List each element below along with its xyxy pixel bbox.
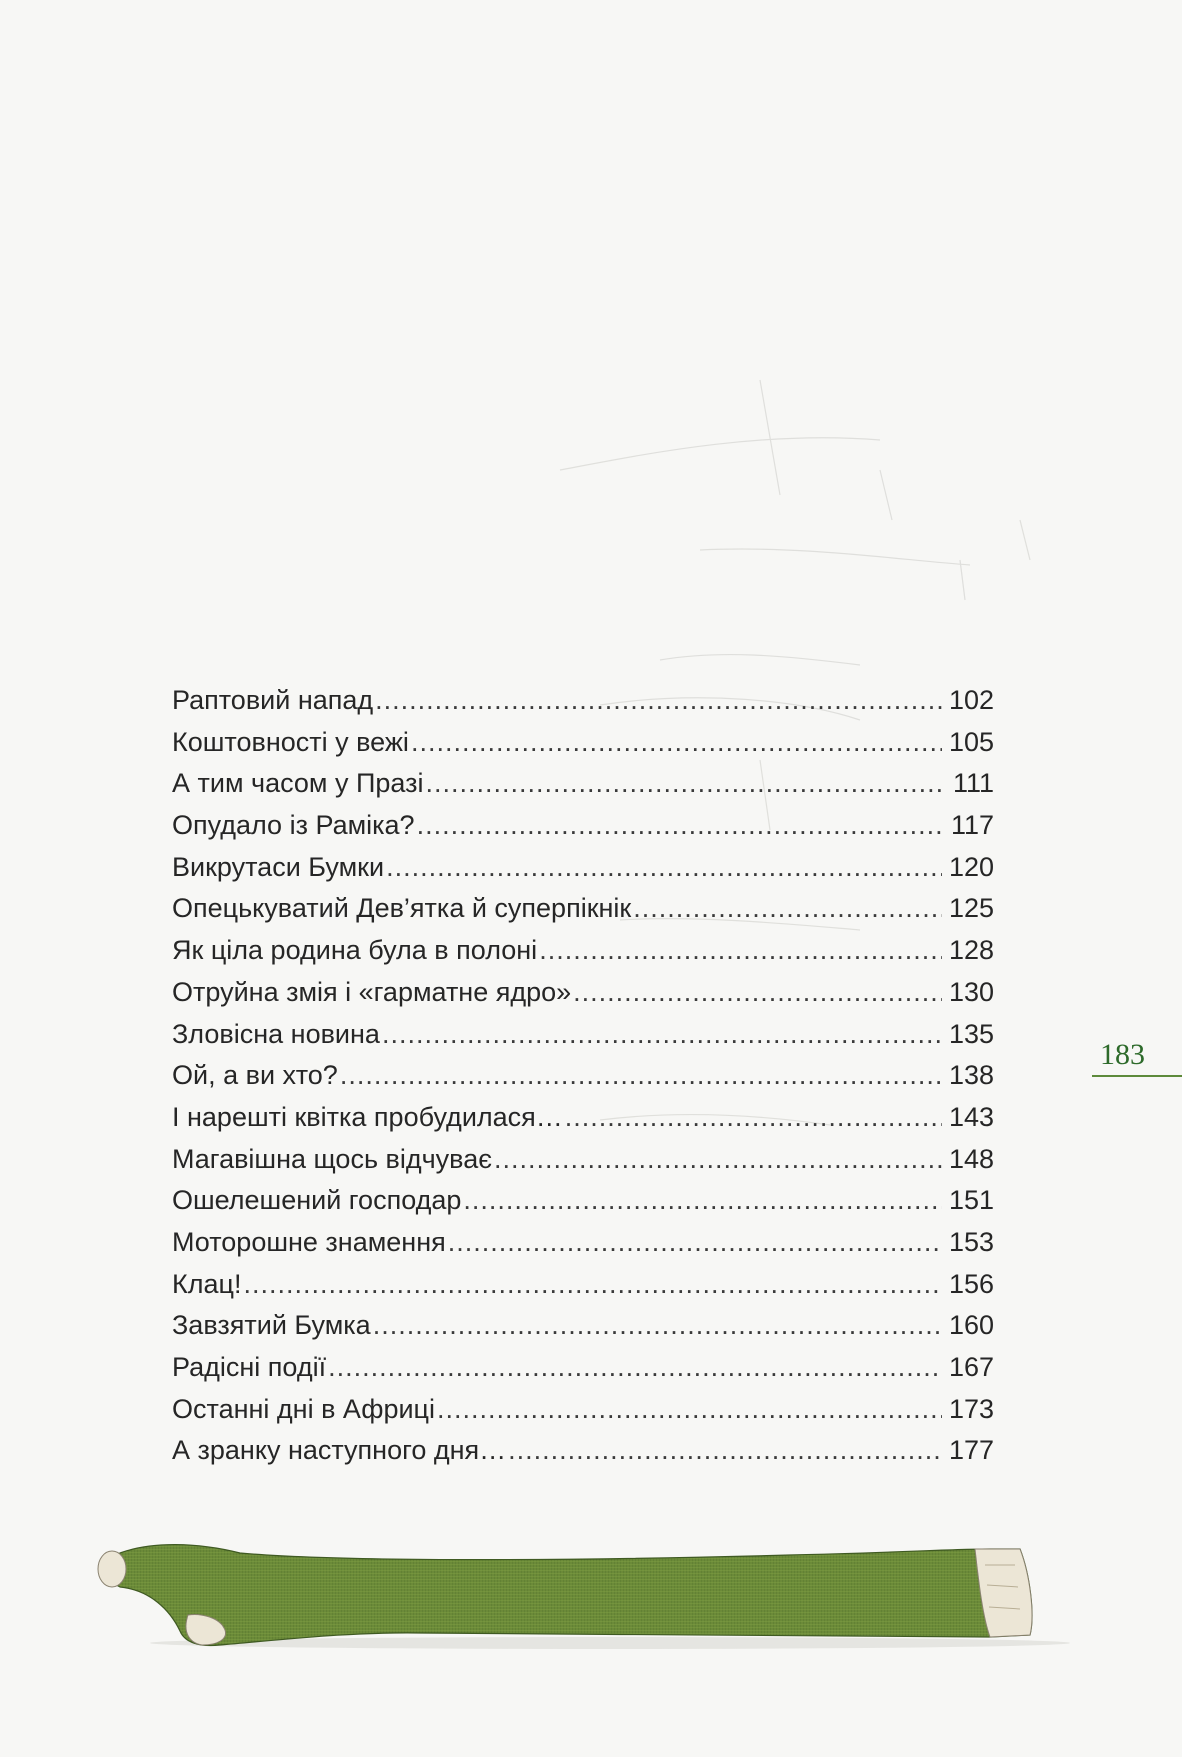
toc-entry[interactable] bbox=[172, 1305, 994, 1347]
toc-leader-dots bbox=[437, 1389, 942, 1431]
toc-entry-title: Ой, а ви хто? bbox=[172, 1060, 338, 1091]
toc-entry[interactable] bbox=[172, 1389, 994, 1431]
toc-leader-dots bbox=[417, 805, 942, 847]
toc-leader-dots bbox=[426, 763, 942, 805]
toc-leader-dots bbox=[573, 972, 942, 1014]
toc-entry-title: Ошелешений господар bbox=[172, 1185, 462, 1216]
toc-entry-title: Опецькуватий Дев’ятка й суперпікнік bbox=[172, 893, 632, 924]
toc-entry-page: 135 bbox=[948, 1018, 994, 1049]
toc-leader-dots bbox=[539, 930, 942, 972]
toc-entry-page: 130 bbox=[948, 976, 994, 1007]
toc-entry[interactable] bbox=[172, 680, 994, 722]
toc-entry-title: Коштовності у вежі bbox=[172, 726, 409, 757]
page-number-rule bbox=[1092, 1075, 1182, 1077]
toc-entry[interactable] bbox=[172, 1264, 994, 1306]
toc-entry-title: А тим часом у Празі bbox=[172, 768, 424, 799]
toc-leader-dots bbox=[448, 1222, 942, 1264]
toc-leader-dots bbox=[340, 1055, 942, 1097]
toc-entry-page: 105 bbox=[948, 726, 994, 757]
toc-entry-page: 173 bbox=[948, 1393, 994, 1424]
toc-leader-dots bbox=[565, 1097, 942, 1139]
toc-entry-title: Моторошне знамення bbox=[172, 1226, 446, 1257]
toc-entry[interactable] bbox=[172, 1014, 994, 1056]
toc-entry-page: 125 bbox=[948, 893, 994, 924]
toc-entry-title: Клац! bbox=[172, 1268, 242, 1299]
toc-entry-title: Опудало із Раміка? bbox=[172, 810, 415, 841]
toc-entry[interactable] bbox=[172, 972, 994, 1014]
toc-leader-dots bbox=[386, 847, 942, 889]
toc-entry[interactable] bbox=[172, 1180, 994, 1222]
toc-entry-title: Як ціла родина була в полоні bbox=[172, 935, 538, 966]
toc-leader-dots bbox=[411, 722, 942, 764]
toc-entry[interactable] bbox=[172, 1139, 994, 1181]
table-of-contents bbox=[172, 680, 994, 1472]
toc-entry-title: Магавішна щось відчуває bbox=[172, 1143, 493, 1174]
toc-leader-dots bbox=[463, 1180, 942, 1222]
toc-leader-dots bbox=[373, 1305, 942, 1347]
toc-entry-title: Зловісна новина bbox=[172, 1018, 380, 1049]
toc-entry-page: 153 bbox=[948, 1226, 994, 1257]
toc-entry-page: 156 bbox=[948, 1268, 994, 1299]
toc-entry-page: 148 bbox=[948, 1143, 994, 1174]
toc-entry-page: 117 bbox=[950, 810, 994, 841]
toc-leader-dots bbox=[243, 1264, 942, 1306]
green-log-icon bbox=[90, 1535, 1080, 1655]
page-number: 183 bbox=[1100, 1038, 1145, 1071]
toc-entry-page: 177 bbox=[948, 1435, 994, 1466]
toc-entry-page: 167 bbox=[948, 1352, 994, 1382]
toc-entry-page: 160 bbox=[948, 1310, 994, 1341]
toc-entry-title: Викрутаси Бумки bbox=[172, 851, 385, 882]
toc-leader-dots bbox=[375, 680, 942, 722]
toc-entry[interactable] bbox=[172, 930, 994, 972]
toc-leader-dots bbox=[633, 888, 942, 930]
toc-entry-title: Радісні події bbox=[172, 1352, 327, 1382]
toc-entry-page: 111 bbox=[952, 768, 994, 799]
toc-entry[interactable] bbox=[172, 847, 994, 889]
toc-entry[interactable] bbox=[172, 763, 994, 805]
toc-entry[interactable] bbox=[172, 1055, 994, 1097]
toc-entry[interactable] bbox=[172, 1222, 994, 1264]
toc-entry[interactable] bbox=[172, 805, 994, 847]
toc-entry-title: Отруйна змія і «гарматне ядро» bbox=[172, 976, 572, 1007]
toc-entry-title: Раптовий напад bbox=[172, 685, 374, 715]
toc-entry-title: Завзятий Бумка bbox=[172, 1310, 371, 1341]
toc-leader-dots bbox=[328, 1347, 942, 1389]
toc-entry-title: А зранку наступного дня… bbox=[172, 1435, 507, 1466]
toc-entry-title: Останні дні в Африці bbox=[172, 1393, 435, 1424]
toc-entry[interactable] bbox=[172, 1097, 994, 1139]
toc-entry-page: 102 bbox=[948, 685, 994, 715]
toc-leader-dots bbox=[508, 1430, 942, 1472]
toc-entry[interactable] bbox=[172, 722, 994, 764]
toc-entry-page: 151 bbox=[948, 1185, 994, 1216]
toc-leader-dots bbox=[494, 1139, 942, 1181]
toc-entry-page: 120 bbox=[948, 851, 994, 882]
toc-leader-dots bbox=[382, 1014, 942, 1056]
toc-entry[interactable] bbox=[172, 1430, 994, 1472]
toc-entry-page: 128 bbox=[948, 935, 994, 966]
toc-entry[interactable] bbox=[172, 1347, 994, 1389]
toc-entry-page: 143 bbox=[948, 1101, 994, 1132]
toc-entry-page: 138 bbox=[948, 1060, 994, 1091]
toc-entry[interactable] bbox=[172, 888, 994, 930]
toc-entry-title: І нарешті квітка пробудилася… bbox=[172, 1101, 563, 1132]
